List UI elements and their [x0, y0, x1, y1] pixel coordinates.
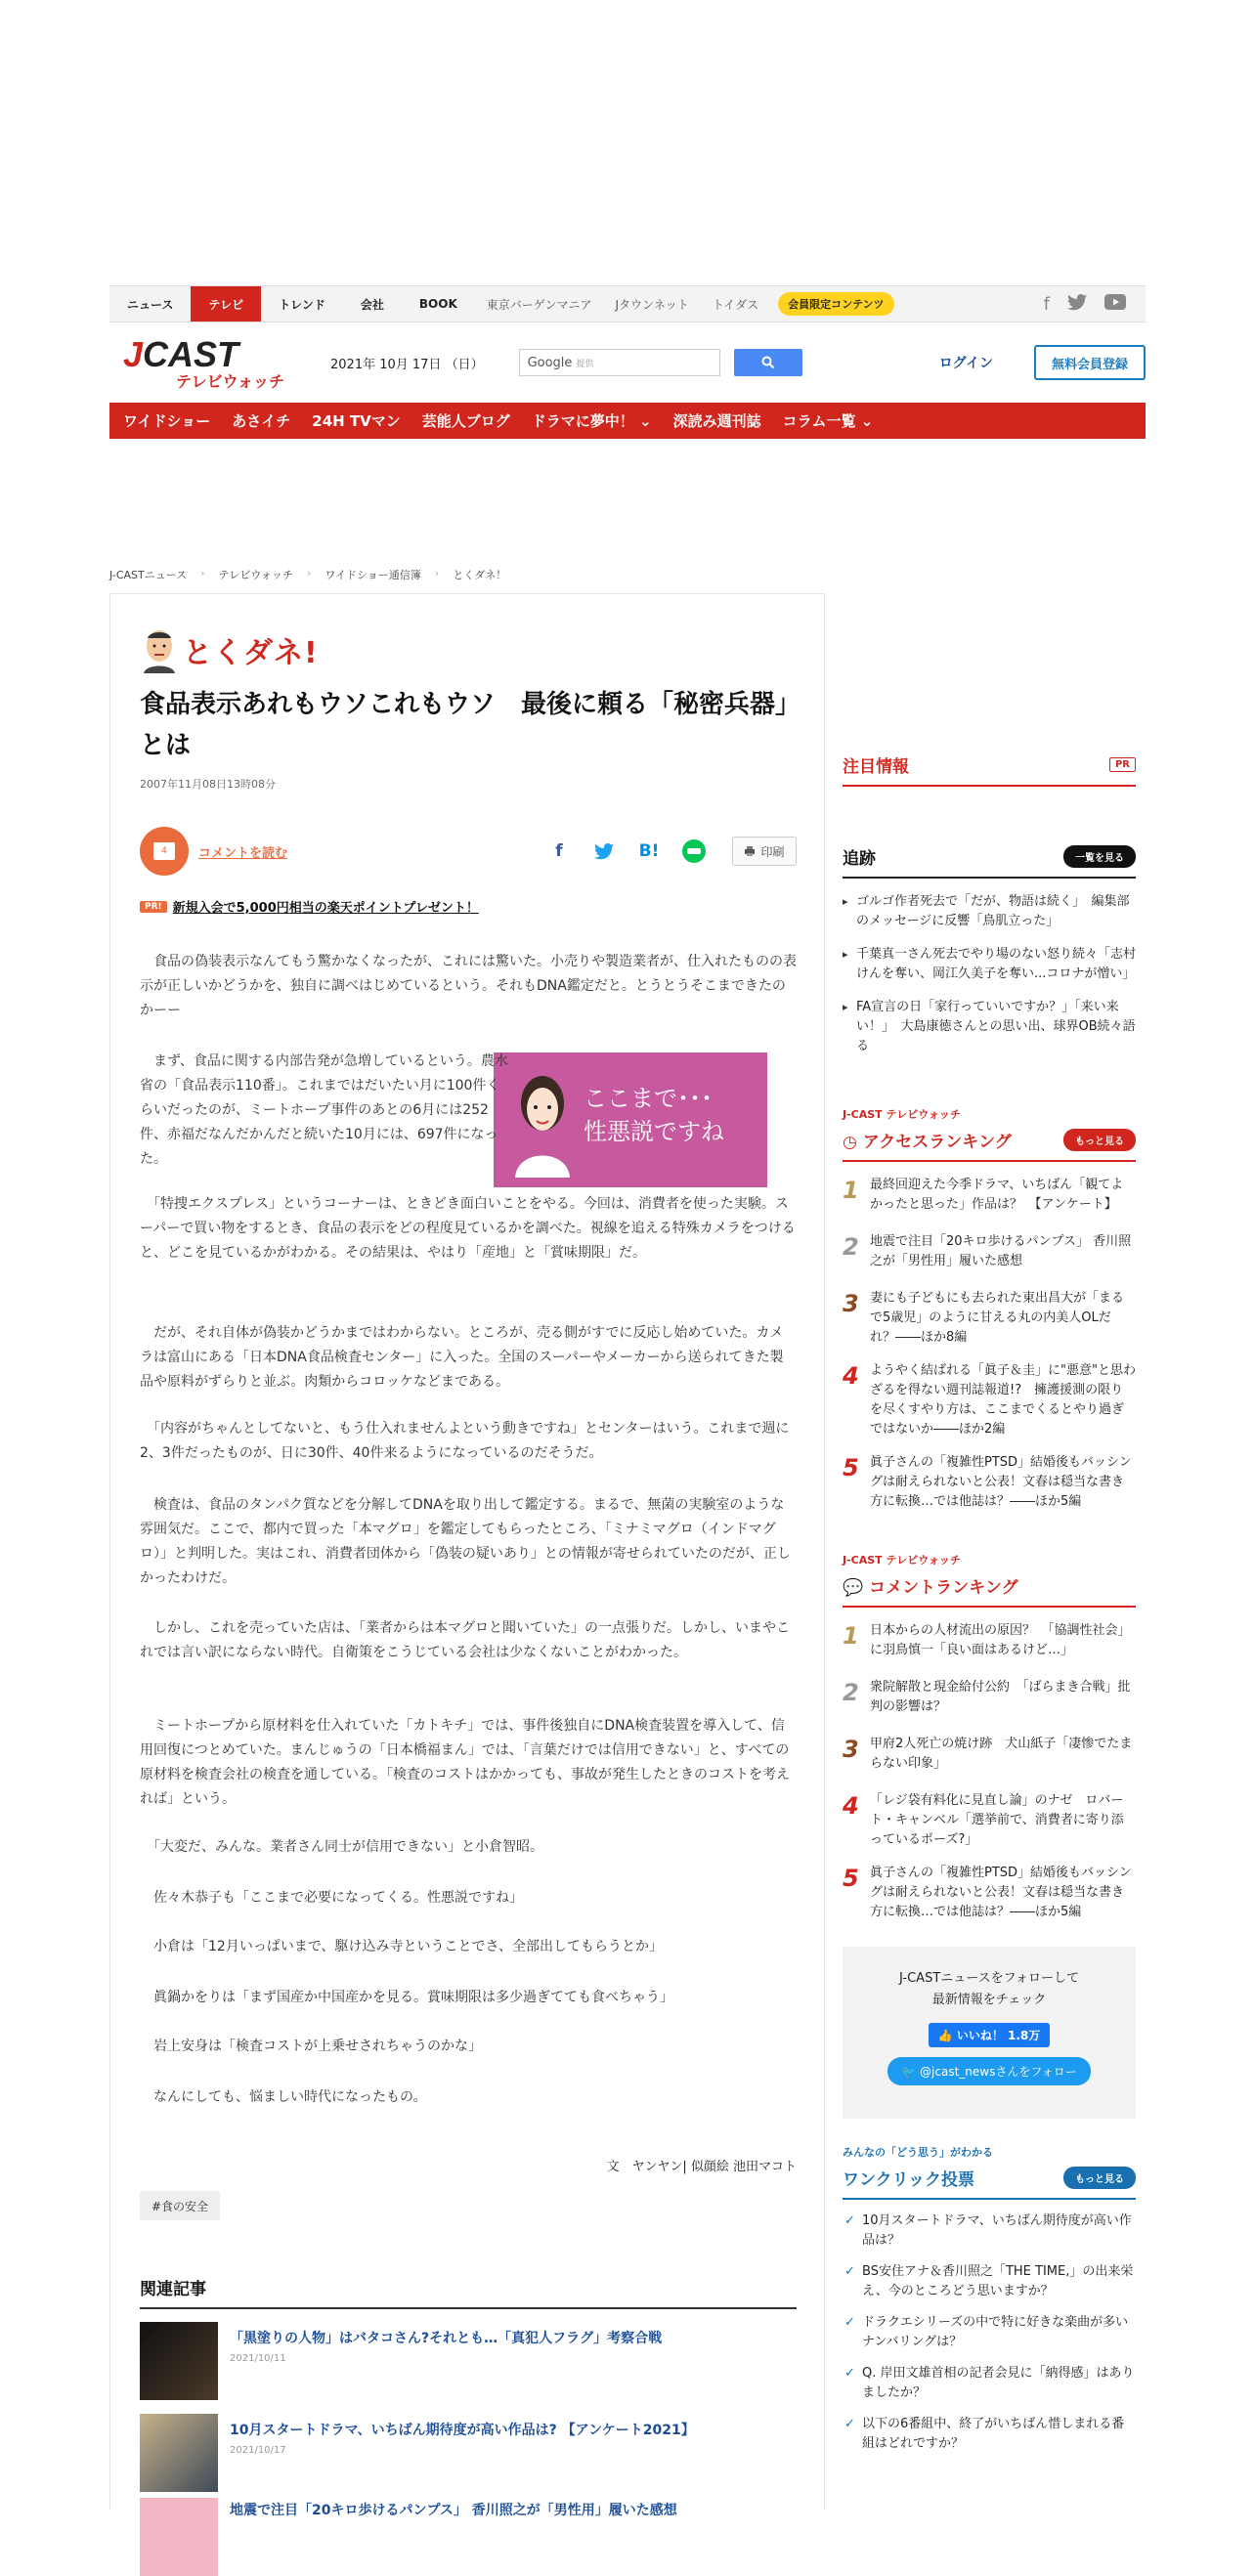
vote-section — [843, 2144, 1136, 2454]
article-paragraph: なんにしても、悩ましい時代になったもの。 — [140, 2089, 427, 2105]
illustration-caption-line1: ここまで･･･ — [584, 1085, 713, 1112]
article-paragraph: しかし、これを売っていた店は、「業者からは本マグロと聞いていた」の一点張りだ。しかし、いまやこれでは言い訳にならない時代。自衛策をこうじている会社は少なくないことがわかった。 — [140, 1620, 790, 1660]
ranking-text: 「レジ袋有料化に見直し論」のナゼ ロバート・キャンベル「選挙前で、消費者に寄り添っているポーズ?」 — [870, 1793, 1124, 1847]
twitter-bird-icon: 🐦 — [901, 2065, 917, 2079]
comment-icon[interactable]: 4 — [140, 827, 189, 876]
facebook-icon[interactable]: f — [1043, 293, 1050, 315]
rank-number: 3 — [843, 1736, 859, 1763]
vote-label: みんなの「どう思う」がわかる — [843, 2146, 993, 2159]
twitter-follow-button[interactable] — [887, 2057, 1090, 2085]
breadcrumb-item[interactable]: J-CASTニュース — [109, 569, 188, 581]
twitter-follow-label: @jcast_newsさんをフォロー — [920, 2065, 1077, 2079]
ranking-item[interactable] — [843, 1453, 1136, 1512]
jcast-label: J-CAST テレビウォッチ — [843, 1108, 961, 1121]
follow-box — [843, 1947, 1136, 2119]
read-comments-link[interactable]: コメントを読む — [198, 845, 288, 861]
list-button[interactable]: 一覧を見る — [1063, 845, 1136, 868]
related-title: 「黒塗りの人物」はバタコさん?それとも…「真犯人フラグ」考察合戦 — [230, 2331, 663, 2346]
article-paragraph: まず、食品に関する内部告発が急増しているという。農水省の「食品表示110番」。これまではだいたい月に100件くらいだったのが、ミートホープ事件のあとの6月には252件、赤福だなんだかんだと続いた10月には、697件になった。 — [140, 1053, 508, 1167]
print-label: 印刷 — [760, 844, 785, 859]
article — [109, 593, 825, 2518]
ranking-item[interactable] — [843, 1791, 1136, 1850]
related-item[interactable] — [140, 2322, 797, 2400]
search-button[interactable] — [734, 349, 802, 376]
more-button[interactable]: もっと見る — [1063, 1129, 1136, 1151]
topnav-news[interactable]: ニュース — [127, 297, 174, 312]
ranking-text: ようやく結ばれる「眞子＆圭」に"悪意"と思わざるを得ない週刊誌報道!? 擁護援測の限りを尽くすやり方は、ここまでくるとやり過ぎではないか――ほか2編 — [870, 1363, 1136, 1437]
chevron-down-icon: ⌄ — [860, 412, 874, 430]
rank-number: 3 — [843, 1290, 859, 1317]
related-item[interactable] — [140, 2414, 797, 2492]
article-paragraph: 小倉は「12月いっぱいまで、駆け込み寺ということでさ、全部出してもらうとか」 — [140, 1939, 663, 1954]
program-logo[interactable] — [140, 625, 797, 674]
thumbs-up-icon: 👍 — [937, 2029, 953, 2042]
article-paragraph: 「特捜エクスプレス」というコーナーは、ときどき面白いことをやる。今回は、消費者を使った実験。スーパーで買い物をするとき、食品の表示をどの程度見ているかを調べた。視線を追える特殊カメラをつけると、どこを見ているかがわかる。その結果は、やはり「産地」と「賞味期限」だ。 — [140, 1196, 796, 1261]
caricature-woman-icon — [511, 1066, 574, 1178]
pr-link[interactable]: 新規入会で5,000円相当の楽天ポイントプレゼント！ — [172, 901, 479, 916]
nav-column-label: コラム一覧 — [782, 412, 856, 430]
nav-wideshow[interactable]: ワイドショー — [123, 412, 211, 430]
search-brand: Google — [527, 355, 573, 370]
access-ranking-label: アクセスランキング — [862, 1133, 1012, 1152]
article-paragraph: 食品の偽装表示なんてもう驚かなくなったが、これには驚いた。小売りや製造業者が、仕入れたものの表示が正しいかどうかを、独自に調べはじめているという。それもDNA鑑定だと。とうとうそこまできたのかーー — [140, 954, 797, 1018]
nav-asaichi[interactable]: あさイチ — [232, 412, 291, 430]
commentary-illustration — [494, 1052, 767, 1187]
current-date: 2021年 10月 17日 （日） — [330, 357, 484, 372]
article-credit: 文 ヤンヤン| 似顔絵 池田マコト — [606, 2160, 797, 2174]
related-item[interactable] — [140, 2498, 797, 2517]
member-content-button[interactable]: 会員限定コンテンツ — [778, 292, 893, 316]
article-paragraph: 「内容がちゃんとしてないと、もう仕入れませんよという動きですね」とセンターはいう。これまで週に2、3件だったものが、日に30件、40件来るようになっているのだそうだ。 — [140, 1421, 790, 1461]
facebook-share-icon[interactable]: f — [555, 841, 563, 861]
more-button[interactable]: もっと見る — [1063, 2167, 1136, 2189]
nav-drama-label: ドラマに夢中！ — [531, 412, 634, 430]
jcast-tv-logo[interactable] — [123, 334, 309, 391]
comment-ranking-heading — [843, 1573, 1136, 1608]
breadcrumb-separator: › — [200, 567, 205, 580]
related-title: 地震で注目「20キロ歩けるパンプス」 香川照之が「男性用」履いた感想 — [230, 2503, 677, 2518]
breadcrumb — [109, 567, 1146, 582]
comment-ranking-section — [843, 1552, 1136, 1922]
ranking-text: 最終回迎えた今季ドラマ、いちばん「観てよかったと思った」作品は？ 【アンケート】 — [870, 1178, 1124, 1212]
line-share-icon[interactable] — [683, 840, 705, 862]
nav-24htvman[interactable]: 24H TVマン — [312, 412, 401, 430]
pr-tag: PR — [1109, 757, 1136, 772]
rank-number: 4 — [843, 1362, 859, 1390]
vote-item[interactable]: ✓ 以下の6番組中、終了がいちばん惜しまれる番組はどれですか？ — [843, 2415, 1136, 2454]
ranking-item[interactable] — [843, 1176, 1136, 1219]
ranking-text: 衆院解散と現金給付公約 「ばらまき合戦」批判の影響は？ — [870, 1680, 1131, 1714]
nav-yomi[interactable]: 深読み週刊誌 — [672, 412, 761, 430]
tsuiseki-heading — [843, 844, 1136, 879]
article-paragraph: ミートホープから原材料を仕入れていた「カトキチ」では、事件後独自にDNA検査装置を導入して、信用回復につとめていた。まんじゅうの「日本橋福まん」では、「言葉だけでは信用できない」と、すべての原材料を検査会社の検査を通している。「検査のコストはかかっても、事故が発生したときのコストを考えれば」という。 — [140, 1718, 790, 1807]
breadcrumb-item[interactable]: とくダネ！ — [453, 569, 507, 581]
ranking-text: 甲府2人死亡の焼け跡 犬山紙子「凄惨でたまらない印象」 — [870, 1737, 1133, 1771]
article-paragraph: だが、それ自体が偽装かどうかまではわからない。ところが、売る側がすでに反応し始めていた。カメラは富山にある「日本DNA食品検査センター」に入った。全国のスーパーやメーカーから送られてきた製品や原料がずらりと並ぶ。肉類からコロッケなどまである。 — [140, 1325, 784, 1390]
article-paragraph: 検査は、食品のタンパク質などを分解してDNAを取り出して鑑定する。まるで、無菌の実験室のような雰囲気だ。ここで、都内で買った「本マグロ」を鑑定してもらったところ、「ミナミマグロ（インドマグロ）」と判明した。実はこれ、消費者団体から「偽装の疑いあり」との情報が寄せられていたのだが、正しかったわけだ。 — [140, 1497, 791, 1586]
illustration-caption — [584, 1082, 724, 1148]
tsuiseki-section — [843, 844, 1136, 1056]
rank-number: 5 — [843, 1865, 859, 1892]
topic-tag[interactable]: #食の安全 — [140, 2191, 220, 2220]
article-headline: 食品表示あれもウソこれもウソ 最後に頼る「秘密兵器」とは — [140, 690, 789, 760]
search-input[interactable] — [519, 349, 720, 376]
tsuiseki-item[interactable]: ▸ 千葉真一さん死去でやり場のない怒り続々「志村けんを奪い、岡江久美子を奪い...コロナが憎い」 — [843, 945, 1136, 984]
chevron-down-icon: ⌄ — [639, 412, 652, 430]
speech-bubble-icon: 💬 — [843, 1578, 864, 1598]
logo-tvwatch: テレビウォッチ — [176, 372, 285, 391]
host-caricature-icon — [140, 626, 179, 673]
topnav-company[interactable]: 会社 — [360, 297, 384, 312]
article-paragraph: 佐々木恭子も「ここまで必要になってくる。性悪説ですね」 — [140, 1890, 523, 1906]
attention-section — [843, 752, 1136, 787]
search-icon — [761, 356, 775, 369]
topnav-trend[interactable]: トレンド — [279, 297, 325, 312]
logo-j: J — [123, 334, 144, 374]
rank-number: 5 — [843, 1454, 859, 1481]
nav-column[interactable] — [783, 410, 874, 431]
comment-ranking-label: コメントランキング — [869, 1578, 1018, 1598]
ranking-item[interactable] — [843, 1735, 1136, 1778]
related-thumbnail — [140, 2414, 218, 2492]
nav-geinoblog[interactable]: 芸能人ブログ — [421, 412, 510, 430]
breadcrumb-item[interactable]: ワイドショー通信簿 — [325, 569, 421, 581]
related-date: 2021/10/17 — [230, 2445, 286, 2456]
follow-line2: 最新情報をチェック — [931, 1993, 1047, 2007]
main-nav — [109, 403, 1146, 439]
share-buttons — [548, 840, 705, 862]
vote-item[interactable]: ✓ BS安住アナ＆香川照之「THE TIME,」の出来栄え、今のところどう思いますか？ — [843, 2262, 1136, 2301]
vote-item[interactable]: ✓ ドラクエシリーズの中で特に好きな楽曲が多いナンバリングは？ — [843, 2313, 1136, 2352]
print-button[interactable] — [732, 837, 797, 866]
follow-text — [843, 1968, 1136, 2011]
social-links — [1044, 286, 1146, 322]
ranking-item[interactable] — [843, 1232, 1136, 1275]
access-ranking-title — [843, 1128, 1012, 1152]
jcast-label: J-CAST テレビウォッチ — [843, 1554, 961, 1567]
breadcrumb-separator: › — [306, 567, 312, 580]
rank-number: 2 — [843, 1233, 859, 1261]
ranking-item[interactable] — [843, 1361, 1136, 1439]
article-paragraph: 「大変だ、みんな。業者さん同士が信用できない」と小倉智昭。 — [140, 1839, 543, 1855]
related-heading: 関連記事 — [140, 2275, 797, 2309]
comment-ranking-title — [843, 1573, 1018, 1598]
tsuiseki-item[interactable]: ▸ ゴルゴ作者死去で「だが、物語は続く」 編集部のメッセージに反響「鳥肌立った」 — [843, 892, 1136, 931]
search-sub: 提供 — [576, 359, 594, 369]
attention-heading — [843, 752, 1136, 787]
related-thumbnail — [140, 2322, 218, 2400]
printer-icon — [744, 845, 756, 857]
site-header — [109, 322, 1146, 403]
topnav-bargain[interactable]: 東京バーゲンマニア — [486, 297, 592, 312]
login-link[interactable]: ログイン — [938, 356, 993, 371]
breadcrumb-item[interactable]: テレビウォッチ — [218, 569, 293, 581]
ranking-item[interactable] — [843, 1289, 1136, 1348]
article-paragraph: 眞鍋かをりは「まず国産か中国産かを見る。賞味期限は多少過ぎてても食べちゃう」 — [140, 1990, 673, 2005]
attention-title: 注目情報 — [843, 757, 909, 777]
rank-number: 2 — [843, 1679, 859, 1706]
related-date: 2021/10/11 — [230, 2353, 286, 2364]
ranking-text: 妻にも子どもにも去られた東出昌大が「まるで5歳児」のように甘える丸の内美人OLだれ？――ほか8編 — [870, 1291, 1125, 1345]
topnav-book[interactable]: BOOK — [418, 297, 457, 311]
topnav-tv[interactable]: テレビ — [191, 286, 261, 322]
like-count: いいね！ 1.8万 — [956, 2029, 1041, 2042]
register-button[interactable]: 無料会員登録 — [1034, 345, 1146, 380]
breadcrumb-separator: › — [434, 567, 440, 580]
access-ranking-section — [843, 1106, 1136, 1512]
ranking-text: 日本からの人材流出の原因？ 「協調性社会」に羽鳥慎一「良い面はあるけど…」 — [870, 1623, 1131, 1657]
ranking-text: 眞子さんの「複雑性PTSD」結婚後もバッシングは耐えられないと公表！文春は穏当な書き方に転換…では他誌は？――ほか5編 — [870, 1455, 1132, 1509]
twitter-share-icon[interactable] — [593, 840, 615, 862]
topnav-jtown[interactable]: Jタウンネット — [615, 297, 689, 312]
nav-drama[interactable] — [532, 410, 652, 431]
vote-heading — [843, 2166, 1136, 2200]
top-nav — [109, 285, 1146, 322]
clock-icon: ◷ — [843, 1133, 857, 1152]
tsuiseki-title: 追跡 — [843, 849, 876, 869]
facebook-like-button[interactable] — [929, 2023, 1051, 2047]
logo-cast: CAST — [143, 334, 239, 374]
share-bar — [140, 827, 797, 876]
topnav-toidas[interactable]: トイダス — [712, 297, 759, 312]
vote-item[interactable]: ✓ 10月スタートドラマ、いちばん期待度が高い作品は？ — [843, 2211, 1136, 2251]
rank-number: 1 — [843, 1177, 859, 1204]
article-paragraph: 岩上安身は「検査コストが上乗せされちゃうのかな」 — [140, 2039, 482, 2054]
twitter-icon[interactable] — [1067, 294, 1087, 315]
pr-banner — [140, 897, 797, 916]
vote-title: ワンクリック投票 — [843, 2170, 974, 2190]
pr-badge: PR! — [140, 901, 167, 913]
ranking-item[interactable] — [843, 1678, 1136, 1721]
related-title: 10月スタートドラマ、いちばん期待度が高い作品は? 【アンケート2021】 — [230, 2423, 695, 2438]
tsuiseki-item[interactable]: ▸ FA宣言の日「家行っていいですか？」「来い来い！」 大島康徳さんとの思い出、球界OB続々語る — [843, 998, 1136, 1056]
rank-number: 1 — [843, 1622, 859, 1650]
vote-item[interactable]: ✓ Q. 岸田文雄首相の記者会見に「納得感」はありましたか？ — [843, 2364, 1136, 2403]
related-thumbnail — [140, 2498, 218, 2576]
ranking-text: 地震で注目「20キロ歩けるパンプス」 香川照之が「男性用」履いた感想 — [870, 1234, 1132, 1268]
follow-line1: J-CASTニュースをフォローして — [899, 1971, 1079, 1986]
illustration-caption-line2: 性悪説ですね — [584, 1118, 724, 1145]
ranking-item[interactable] — [843, 1621, 1136, 1664]
hatena-bookmark-icon[interactable]: B! — [638, 841, 660, 861]
ranking-item[interactable] — [843, 1864, 1136, 1922]
program-title: とくダネ! — [183, 636, 319, 670]
rank-number: 4 — [843, 1792, 859, 1820]
publish-date: 2007年11月08日13時08分 — [140, 778, 276, 791]
access-ranking-heading — [843, 1128, 1136, 1162]
youtube-icon[interactable] — [1104, 294, 1126, 315]
ranking-text: 眞子さんの「複雑性PTSD」結婚後もバッシングは耐えられないと公表！文春は穏当な書き方に転換…では他誌は？――ほか5編 — [870, 1866, 1132, 1919]
